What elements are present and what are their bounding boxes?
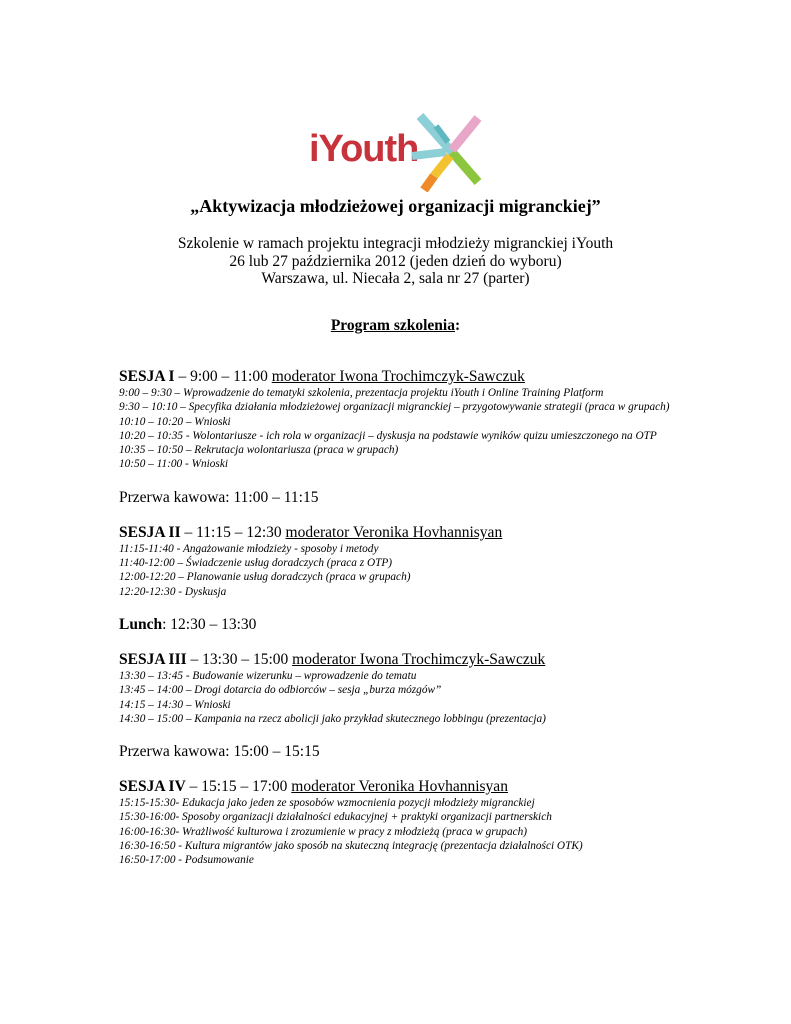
agenda-item: 15:30-16:00- Sposoby organizacji działalności edukacyjnej + praktyki organizacji partnerskich xyxy=(119,811,552,824)
agenda-item: 10:20 – 10:35 - Wolontariusze - ich rola w organizacji – dyskusja na podstawie wyników quizu umieszczonego na OTP xyxy=(119,429,657,442)
session-items xyxy=(119,386,679,472)
session-header xyxy=(119,651,679,669)
agenda-item: 16:50-17:00 - Podsumowanie xyxy=(119,854,254,867)
session-time: – 13:30 – 15:00 xyxy=(186,650,293,668)
iyouth-logo xyxy=(309,112,484,192)
session-time: – 15:15 – 17:00 xyxy=(185,778,292,796)
agenda-item: 9:00 – 9:30 – Wprowadzenie do tematyki szkolenia, prezentacja projektu iYouth i Online Training Platform xyxy=(119,387,604,399)
coffee-break: Przerwa kawowa: 15:00 – 15:15 xyxy=(119,743,320,761)
program-heading xyxy=(0,317,791,335)
agenda-item: 13:45 – 14:00 – Drogi dotarcia do odbiorców – sesja „burza mózgów” xyxy=(119,684,442,697)
session-name: SESJA II xyxy=(119,523,181,541)
session-items xyxy=(119,542,679,599)
schedule xyxy=(119,368,679,868)
session-moderator: moderator Iwona Trochimczyk-Sawczuk xyxy=(271,368,525,385)
session-time: – 9:00 – 11:00 xyxy=(174,368,272,385)
program-heading-label: Program szkolenia xyxy=(330,317,455,334)
agenda-item: 14:15 – 14:30 – Wnioski xyxy=(119,698,231,711)
agenda-item: 9:30 – 10:10 – Specyfika działania młodzieżowej organizacji migranckiej – przygotowywanie strategii (praca w grupach) xyxy=(119,401,670,414)
coffee-break: Przerwa kawowa: 11:00 – 11:15 xyxy=(119,488,319,506)
agenda-item: 10:50 – 11:00 - Wnioski xyxy=(119,458,228,471)
session-moderator: moderator Veronika Hovhannisyan xyxy=(291,778,508,796)
session-header xyxy=(119,778,679,796)
session-name: SESJA I xyxy=(119,368,175,385)
agenda-item: 10:10 – 10:20 – Wnioski xyxy=(119,415,231,428)
session-name: SESJA III xyxy=(119,650,187,668)
session-header xyxy=(119,524,679,542)
session-items xyxy=(119,796,679,867)
logo-star-icon xyxy=(412,112,484,192)
lunch-break xyxy=(119,616,679,634)
intro-line: 26 lub 27 października 2012 (jeden dzień do wyboru) xyxy=(229,252,562,270)
session-name: SESJA IV xyxy=(119,778,186,796)
intro-line: Szkolenie w ramach projektu integracji młodzieży migranckiej iYouth xyxy=(177,235,614,252)
intro-block xyxy=(0,235,791,288)
intro-line: Warszawa, ul. Niecała 2, sala nr 27 (parter) xyxy=(261,270,530,287)
session-time: – 11:15 – 12:30 xyxy=(180,523,286,541)
session-header xyxy=(119,368,679,386)
document-title: „Aktywizacja młodzieżowej organizacji migranckiej” xyxy=(190,196,601,216)
agenda-item: 11:15-11:40 - Angażowanie młodzieży - sposoby i metody xyxy=(119,542,379,555)
program-heading-colon: : xyxy=(454,317,461,334)
agenda-item: 16:30-16:50 - Kultura migrantów jako sposób na skuteczną integrację (prezentacja działalności OTK) xyxy=(119,840,583,853)
logo-wordmark: iYouth xyxy=(309,128,419,170)
agenda-item: 14:30 – 15:00 – Kampania na rzecz abolicji jako przykład skutecznego lobbingu (prezentacja) xyxy=(119,712,546,725)
lunch-label: Lunch xyxy=(119,615,163,633)
session-moderator: moderator Veronika Hovhannisyan xyxy=(285,523,503,541)
agenda-item: 16:00-16:30- Wrażliwość kulturowa i zrozumienie w pracy z młodzieżą (praca w grupach) xyxy=(119,825,528,838)
session-items xyxy=(119,669,679,726)
agenda-item: 15:15-15:30- Edukacja jako jeden ze sposobów wzmocnienia pozycji młodzieży migranckiej xyxy=(119,797,535,810)
agenda-item: 13:30 – 13:45 - Budowanie wizerunku – wprowadzenie do tematu xyxy=(119,669,417,682)
agenda-item: 12:00-12:20 – Planowanie usług doradczych (praca w grupach) xyxy=(119,571,411,584)
session-moderator: moderator Iwona Trochimczyk-Sawczuk xyxy=(292,650,546,668)
lunch-time: : 12:30 – 13:30 xyxy=(162,615,257,633)
agenda-item: 10:35 – 10:50 – Rekrutacja wolontariusza (praca w grupach) xyxy=(119,444,399,457)
agenda-item: 12:20-12:30 - Dyskusja xyxy=(119,585,227,598)
agenda-item: 11:40-12:00 – Świadczenie usług doradczych (praca z OTP) xyxy=(119,557,393,570)
